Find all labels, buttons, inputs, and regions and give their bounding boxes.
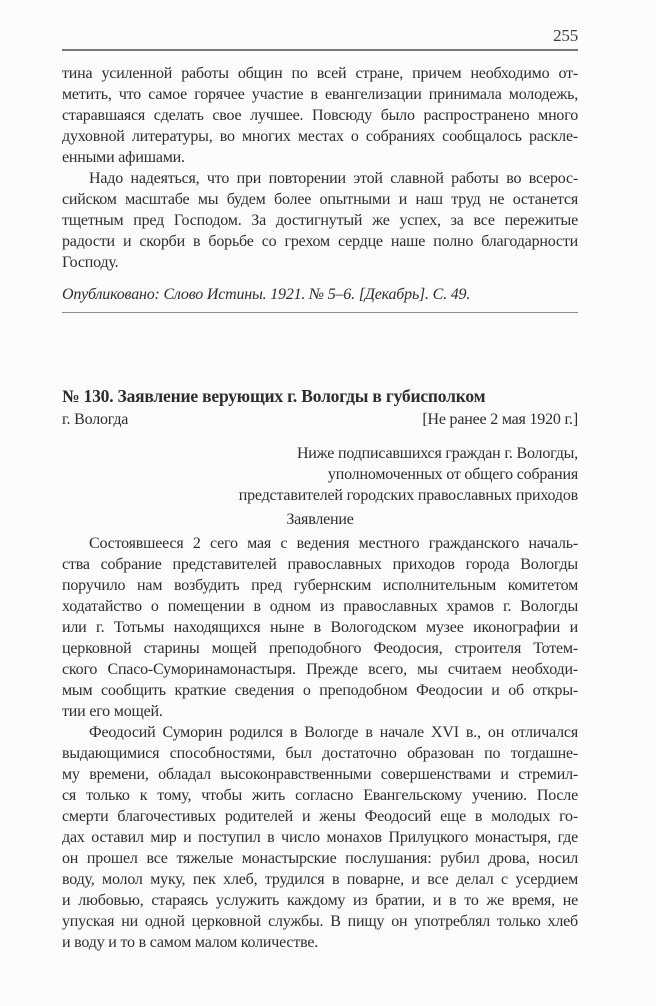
page-content — [62, 26, 578, 953]
text-line: тина усиленной работы общин по всей стране, причем необходимо от- — [62, 65, 578, 82]
section-divider — [62, 312, 578, 313]
closing-paragraph — [62, 168, 578, 273]
text-line: уполномоченных от общего собрания — [327, 466, 578, 483]
publication-note: Опубликовано: Слово Истины. 1921. № 5–6. [Декабрь]. С. 49. — [62, 286, 471, 303]
text-line: тщетным пред Господом. За достигнутый же успех, за все пережитые — [62, 212, 578, 229]
text-line: Феодосий Суморин родился в Вологде в начале XVI в., он отличался — [89, 724, 578, 741]
addressee-block — [62, 443, 578, 506]
text-line: Надо надеяться, что при повторении этой славной работы во всерос- — [89, 170, 578, 187]
document-heading: № 130. Заявление верующих г. Вологды в губисполком — [62, 386, 486, 406]
text-line: метить, что самое горячее участие в евангелизации принимала молодежь, — [62, 86, 578, 103]
text-line: тии его мощей. — [62, 703, 163, 720]
text-line: дах оставил мир и поступил в число монахов Прилуцкого монастыря, где — [62, 829, 578, 846]
text-line: мым сообщить краткие сведения о преподобном Феодосии и об откры- — [62, 682, 578, 699]
text-line: воду, молол муку, пек хлеб, трудился в поварне, и все делал с усердием — [62, 871, 578, 888]
text-line: енными афишами. — [62, 149, 185, 166]
place-date-row — [62, 409, 578, 430]
text-line: Состоявшееся 2 сего мая с ведения местного гражданского началь- — [89, 535, 578, 552]
body-paragraph-2 — [62, 722, 578, 953]
text-line: или г. Тотьмы находящихся ныне в Вологодском музее иконографии и — [62, 619, 578, 636]
continuation-paragraph — [62, 63, 578, 168]
text-line: радости и скорби в борьбе со грехом сердце наше полно благодарности — [62, 233, 578, 250]
header-rule — [62, 49, 578, 51]
text-line: сийском масштабе мы будем более опытными и наш труд не останется — [62, 191, 578, 208]
text-line: ского Спасо-Суморинамонастыря. Прежде всего, мы считаем необходи- — [62, 661, 578, 678]
text-line: он прошел все тяжелые монастырские послушания: рубил дрова, носил — [62, 850, 578, 867]
text-line: Господу. — [62, 254, 119, 271]
place-label: г. Вологда — [62, 411, 129, 428]
page-number: 255 — [553, 26, 578, 45]
text-line: церковной старины мощей преподобного Феодосия, строителя Тотем- — [62, 640, 578, 657]
text-line: упуская ни одной церковной службы. В пищу он употреблял только хлеб — [62, 913, 578, 930]
text-line: ся только к тому, чтобы жить согласно Евангельскому учению. После — [62, 787, 578, 804]
text-line: представителей городских православных приходов — [238, 487, 578, 504]
text-line: ходатайство о помещении в одном из православных храмов г. Вологды — [62, 598, 578, 615]
body-paragraph-1 — [62, 533, 578, 722]
text-line: смерти благочестивых родителей и жены Феодосий еще в молодых го- — [62, 808, 578, 825]
text-line: духовной литературы, во многих местах о собраниях сообщалось раскле- — [62, 128, 578, 145]
text-line: и любовью, стараясь услужить каждому из братии, и в то же время, не — [62, 892, 578, 909]
date-label: [Не ранее 2 мая 1920 г.] — [422, 411, 578, 428]
text-line: му времени, обладал высоконравственными совершенствами и стремил- — [62, 766, 578, 783]
text-line: Ниже подписавшихся граждан г. Вологды, — [296, 445, 578, 462]
text-line: старавшаяся сделать свое лучшее. Повсюду было распространено много — [62, 107, 578, 124]
text-line: выдающимися способностями, был достаточно образован по тогдашне- — [62, 745, 578, 762]
text-line: и воду и то в самом малом количестве. — [62, 934, 319, 951]
text-line: поручило нам возбудить пред губернским исполнительным комитетом — [62, 577, 578, 594]
document-subheading: Заявление — [286, 511, 354, 528]
text-line: ства собрание представителей православных приходов города Вологды — [62, 556, 578, 573]
